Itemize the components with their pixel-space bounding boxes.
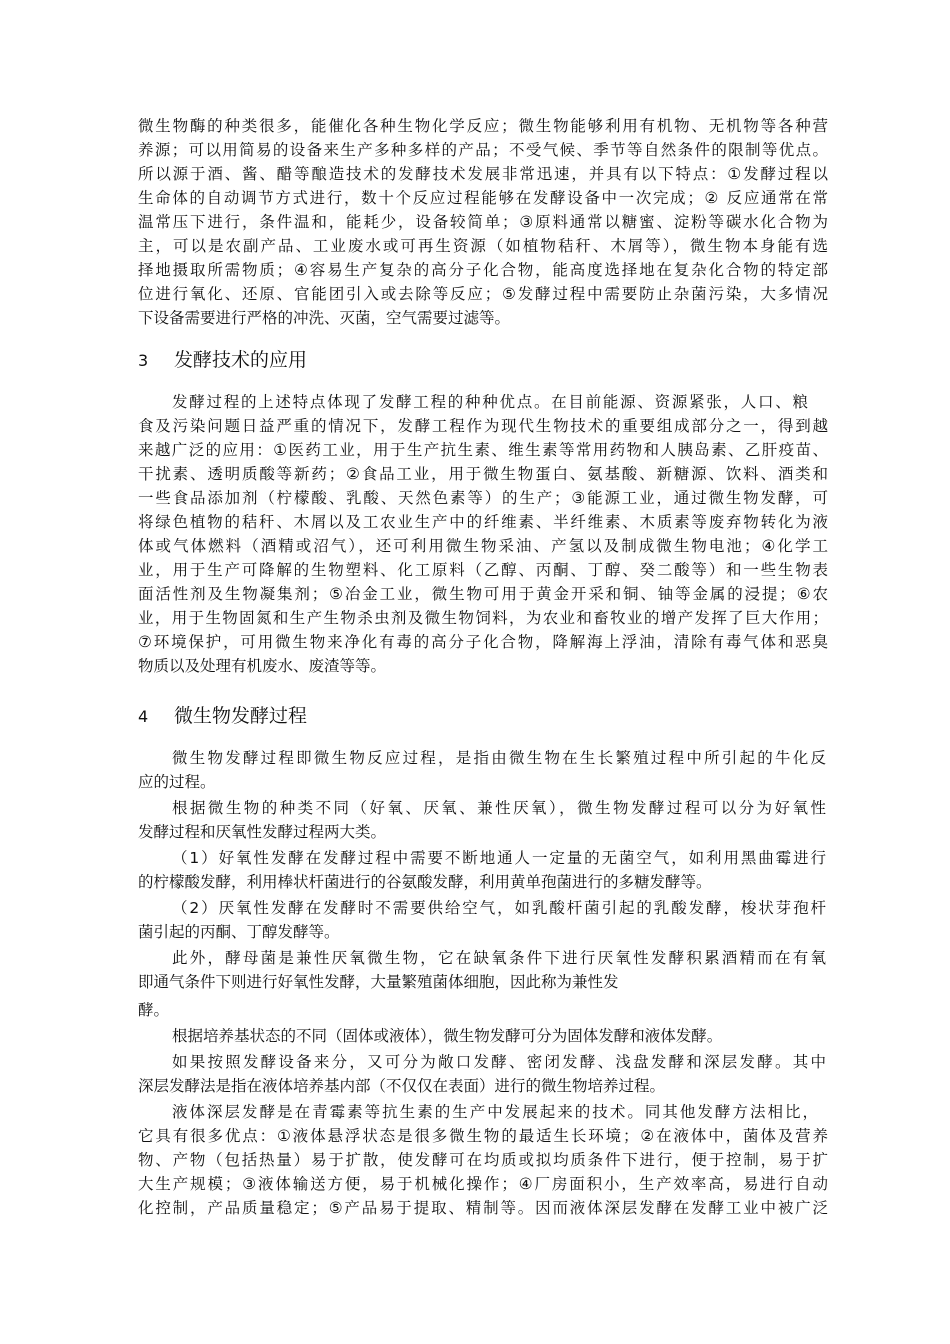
paragraph-line: 物、产物（包括热量）易于扩散，使发酵可在均质或拟均质条件下进行，便于控制，易于扩 bbox=[138, 1151, 828, 1169]
paragraph-line: 它具有很多优点：①液体悬浮状态是很多微生物的最适生长环境；②在液体中，菌体及营养 bbox=[138, 1127, 828, 1145]
paragraph-line: 养源；可以用简易的设备来生产多种多样的产品；不受气候、季节等自然条件的限制等优点。 bbox=[138, 141, 828, 159]
section-heading-3 bbox=[138, 346, 307, 375]
paragraph-line: 微生物酶的种类很多，能催化各种生物化学反应；微生物能够利用有机物、无机物等各种营 bbox=[138, 117, 828, 135]
paragraph-line: 大生产规模；③液体输送方便，易于机械化操作；④厂房面积小，生产效率高，易进行自动 bbox=[138, 1175, 828, 1193]
paragraph-line: （1）好氧性发酵在发酵过程中需要不断地通人一定量的无菌空气，如利用黑曲霉进行 bbox=[172, 849, 826, 867]
paragraph-line: 即通气条件下则进行好氧性发酵，大量繁殖菌体细胞，因此称为兼性发 bbox=[138, 973, 619, 991]
section-heading-4 bbox=[138, 702, 307, 731]
paragraph-line: 此外，酵母菌是兼性厌氧微生物，它在缺氧条件下进行厌氧性发酵积累酒精而在有氧 bbox=[172, 949, 826, 967]
paragraph-line: 生命体的自动调节方式进行，数十个反应过程能够在发酵设备中一次完成；② 反应通常在常 bbox=[138, 189, 828, 207]
section-title: 微生物发酵过程 bbox=[174, 705, 308, 727]
paragraph-line: 的柠檬酸发酵，利用棒状杆菌进行的谷氨酸发酵，利用黄单孢菌进行的多糖发酵等。 bbox=[138, 873, 712, 891]
paragraph-line: 将绿色植物的秸秆、木屑以及工农业生产中的纤维素、半纤维素、木质素等废弃物转化为液 bbox=[138, 513, 828, 531]
paragraph-line: 根据培养基状态的不同（固体或液体），微生物发酵可分为固体发酵和液体发酵。 bbox=[172, 1027, 723, 1045]
paragraph-line: 干扰素、透明质酸等新药；②食品工业，用于微生物蛋白、氨基酸、新糖源、饮料、酒类和 bbox=[138, 465, 828, 483]
paragraph-line: 业，用于生产可降解的生物塑料、化工原料（乙醇、丙酮、丁醇、癸二酸等）和一些生物表 bbox=[138, 561, 828, 579]
paragraph-line: 位进行氧化、还原、官能团引入或去除等反应；⑤发酵过程中需要防止杂菌污染，大多情况 bbox=[138, 285, 828, 303]
section-title: 发酵技术的应用 bbox=[174, 349, 308, 371]
paragraph-line: 食及污染问题日益严重的情况下，发酵工程作为现代生物技术的重要组成部分之一，得到越 bbox=[138, 417, 828, 435]
section-number: 4 bbox=[138, 707, 149, 726]
paragraph-line: 来越广泛的应用：①医药工业，用于生产抗生素、维生素等常用药物和人胰岛素、乙肝疫苗、 bbox=[138, 441, 828, 459]
paragraph-line: 面活性剂及生物凝集剂；⑤冶金工业，微生物可用于黄金开采和铜、铀等金属的浸提；⑥农 bbox=[138, 585, 828, 603]
paragraph-line: 发酵过程的上述特点体现了发酵工程的种种优点。在目前能源、资源紧张，人口、粮 bbox=[172, 393, 808, 411]
paragraph-line: 物质以及处理有机废水、废渣等等。 bbox=[138, 657, 387, 675]
paragraph-line: 应的过程。 bbox=[138, 773, 216, 791]
paragraph-line: 深层发酵法是指在液体培养基内部（不仅仅在表面）进行的微生物培养过程。 bbox=[138, 1077, 666, 1095]
paragraph-line: 如果按照发酵设备来分，又可分为敞口发酵、密闭发酵、浅盘发酵和深层发酵。其中 bbox=[172, 1053, 826, 1071]
paragraph-line: 业，用于生物固氮和生产生物杀虫剂及微生物饲料，为农业和畜牧业的增产发挥了巨大作用； bbox=[138, 609, 828, 627]
paragraph-line: ⑦环境保护，可用微生物来净化有毒的高分子化合物，降解海上浮油，清除有毒气体和恶臭 bbox=[138, 633, 828, 651]
paragraph-line: 酵。 bbox=[138, 1001, 170, 1019]
paragraph-line: （2）厌氧性发酵在发酵时不需要供给空气，如乳酸杆菌引起的乳酸发酵，梭状芽孢杆 bbox=[172, 899, 826, 917]
paragraph-line: 下设备需要进行严格的冲洗、灭菌，空气需要过滤等。 bbox=[138, 309, 511, 327]
paragraph-line: 液体深层发酵是在青霉素等抗生素的生产中发展起来的技术。同其他发酵方法相比， bbox=[172, 1103, 818, 1121]
paragraph-line: 体或气体燃料（酒精或沼气），还可利用微生物采油、产氢以及制成微生物电池；④化学工 bbox=[138, 537, 828, 555]
paragraph-line: 根据微生物的种类不同（好氧、厌氧、兼性厌氧），微生物发酵过程可以分为好氧性 bbox=[172, 799, 826, 817]
paragraph-line: 微生物发酵过程即微生物反应过程，是指由微生物在生长繁殖过程中所引起的牛化反 bbox=[172, 749, 826, 767]
paragraph-line: 菌引起的丙酮、丁醇发酵等。 bbox=[138, 923, 340, 941]
section-number: 3 bbox=[138, 351, 149, 370]
paragraph-line: 发酵过程和厌氧性发酵过程两大类。 bbox=[138, 823, 387, 841]
paragraph-line: 所以源于酒、酱、醋等酿造技术的发酵技术发展非常迅速，并具有以下特点：①发酵过程以 bbox=[138, 165, 828, 183]
paragraph-line: 温常压下进行，条件温和，能耗少，设备较简单；③原料通常以糖蜜、淀粉等碳水化合物为 bbox=[138, 213, 828, 231]
paragraph-line: 择地摄取所需物质；④容易生产复杂的高分子化合物，能高度选择地在复杂化合物的特定部 bbox=[138, 261, 828, 279]
paragraph-line: 一些食品添加剂（柠檬酸、乳酸、天然色素等）的生产；③能源工业，通过微生物发酵，可 bbox=[138, 489, 828, 507]
paragraph-line: 主，可以是农副产品、工业废水或可再生资源（如植物秸秆、木屑等），微生物本身能有选 bbox=[138, 237, 828, 255]
paragraph-line: 化控制，产品质量稳定；⑤产品易于提取、精制等。因而液体深层发酵在发酵工业中被广泛 bbox=[138, 1199, 828, 1217]
